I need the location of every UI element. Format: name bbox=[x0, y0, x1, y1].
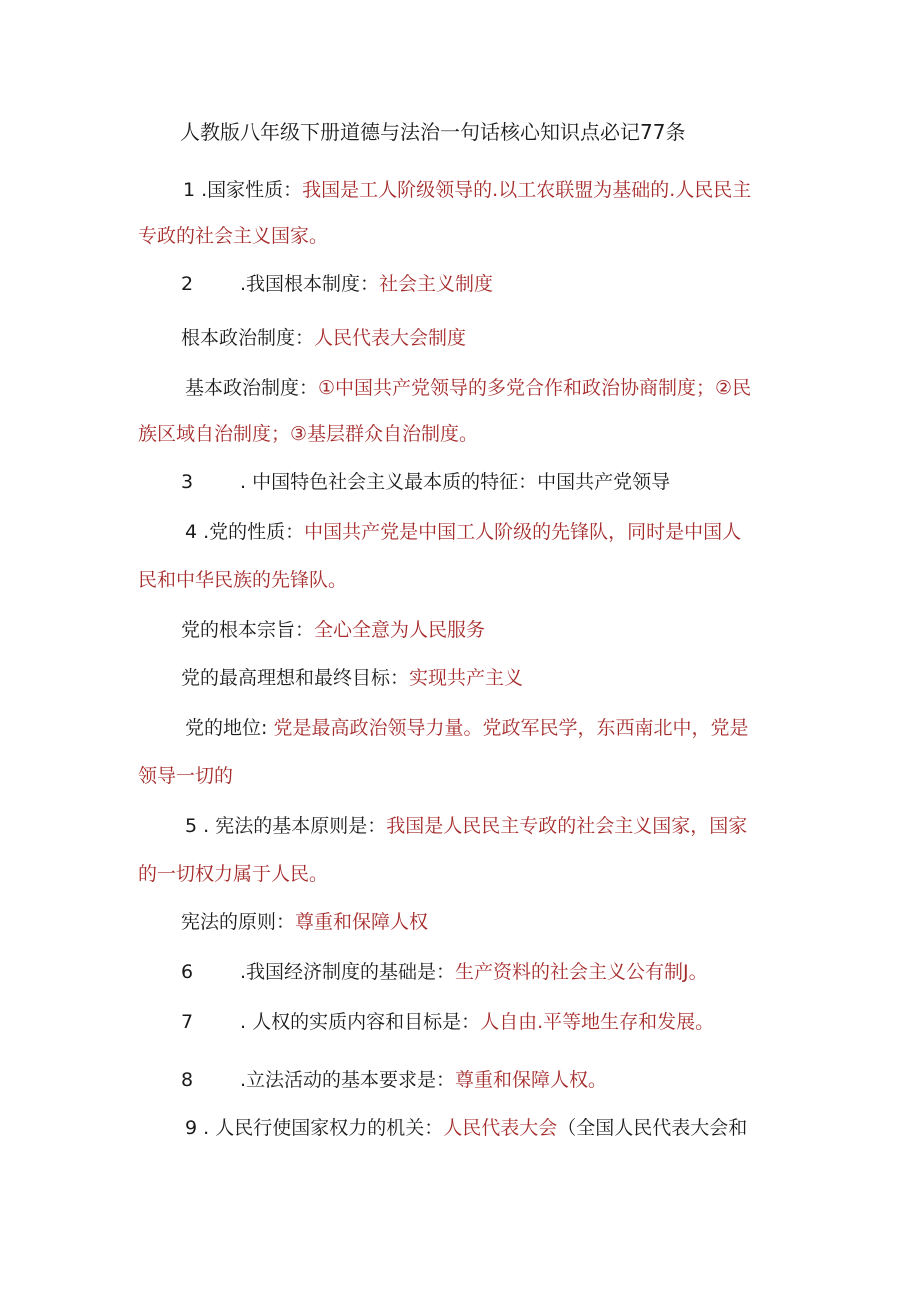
item-label: 基本政治制度： bbox=[185, 377, 319, 399]
item-label: .立法活动的基本要求是： bbox=[240, 1069, 456, 1091]
item-constitution-principle bbox=[181, 910, 428, 934]
item-value: 中国共产党是中国工人阶级的先锋队，同时是中国人 bbox=[304, 521, 742, 543]
item-label: 9 . 人民行使国家权力的机关： bbox=[185, 1117, 444, 1139]
item-label: 党的根本宗旨： bbox=[181, 619, 315, 641]
item-5 bbox=[185, 814, 747, 838]
item-5-continuation: 的一切权力属于人民。 bbox=[138, 863, 329, 885]
item-8 bbox=[181, 1068, 193, 1092]
item-number: 6 bbox=[181, 961, 194, 983]
item-tail: （全国人民代表大会和 bbox=[557, 1117, 748, 1139]
item-party-purpose bbox=[181, 618, 485, 642]
item-6 bbox=[181, 960, 193, 984]
item-value: 我国是工人阶级领导的.以工农联盟为基础的.人民民主 bbox=[302, 179, 752, 201]
item-label: 党的地位: bbox=[185, 717, 268, 739]
item-value: 人民代表大会制度 bbox=[314, 327, 467, 349]
item-number: 8 bbox=[181, 1069, 194, 1091]
item-2-text bbox=[240, 272, 493, 296]
item-value: 社会主义制度 bbox=[379, 273, 494, 295]
item-value: 党是最高政治领导力量。党政军民学，东西南北中，党是 bbox=[267, 717, 749, 739]
item-8-text bbox=[240, 1068, 607, 1092]
item-label: .我国根本制度： bbox=[240, 273, 380, 295]
item-value: ①中国共产党领导的多党合作和政治协商制度；②民 bbox=[318, 377, 752, 399]
item-value: 全心全意为人民服务 bbox=[314, 619, 486, 641]
item-label: 宪法的原则： bbox=[181, 911, 296, 933]
document-title: 人教版八年级下册道德与法治一句话核心知识点必记77条 bbox=[180, 120, 686, 144]
item-label: 根本政治制度： bbox=[181, 327, 315, 349]
item-value: 尊重和保障人权 bbox=[295, 911, 429, 933]
item-label: 1 .国家性质： bbox=[183, 179, 303, 201]
item-1-continuation: 专政的社会主义国家。 bbox=[138, 225, 329, 247]
item-number: 2 bbox=[181, 273, 194, 295]
item-2 bbox=[181, 272, 193, 296]
item-7 bbox=[181, 1010, 193, 1034]
item-4 bbox=[185, 520, 741, 544]
item-party-ideal bbox=[181, 666, 523, 690]
item-basic-political-system-continuation: 族区域自治制度；③基层群众自治制度。 bbox=[138, 423, 479, 445]
item-1 bbox=[183, 178, 751, 202]
item-label: . 人权的实质内容和目标是： bbox=[240, 1011, 481, 1033]
item-value: 生产资料的社会主义公有制J。 bbox=[455, 961, 708, 983]
item-value: 实现共产主义 bbox=[409, 667, 524, 689]
item-4-continuation: 民和中华民族的先锋队。 bbox=[138, 569, 348, 591]
item-value: 人民代表大会 bbox=[443, 1117, 558, 1139]
item-value: 我国是人民民主专政的社会主义国家，国家 bbox=[386, 815, 748, 837]
item-6-text bbox=[240, 960, 708, 984]
item-label: 党的最高理想和最终目标： bbox=[181, 667, 410, 689]
item-party-status bbox=[185, 716, 748, 740]
item-label: 4 .党的性质： bbox=[185, 521, 305, 543]
item-label: 5 . 宪法的基本原则是： bbox=[185, 815, 387, 837]
item-value: 尊重和保障人权。 bbox=[455, 1069, 608, 1091]
item-number: 7 bbox=[181, 1011, 194, 1033]
item-3 bbox=[181, 470, 193, 494]
item-value: 人自由.平等地生存和发展。 bbox=[480, 1011, 715, 1033]
item-basic-political-system bbox=[185, 376, 751, 400]
item-7-text bbox=[240, 1010, 714, 1034]
item-label: .我国经济制度的基础是： bbox=[240, 961, 456, 983]
item-3-text: . 中国特色社会主义最本质的特征：中国共产党领导 bbox=[240, 471, 671, 493]
item-root-political-system bbox=[181, 326, 466, 350]
item-party-status-continuation: 领导一切的 bbox=[138, 765, 234, 787]
item-number: 3 bbox=[181, 471, 194, 493]
item-9 bbox=[185, 1116, 747, 1140]
